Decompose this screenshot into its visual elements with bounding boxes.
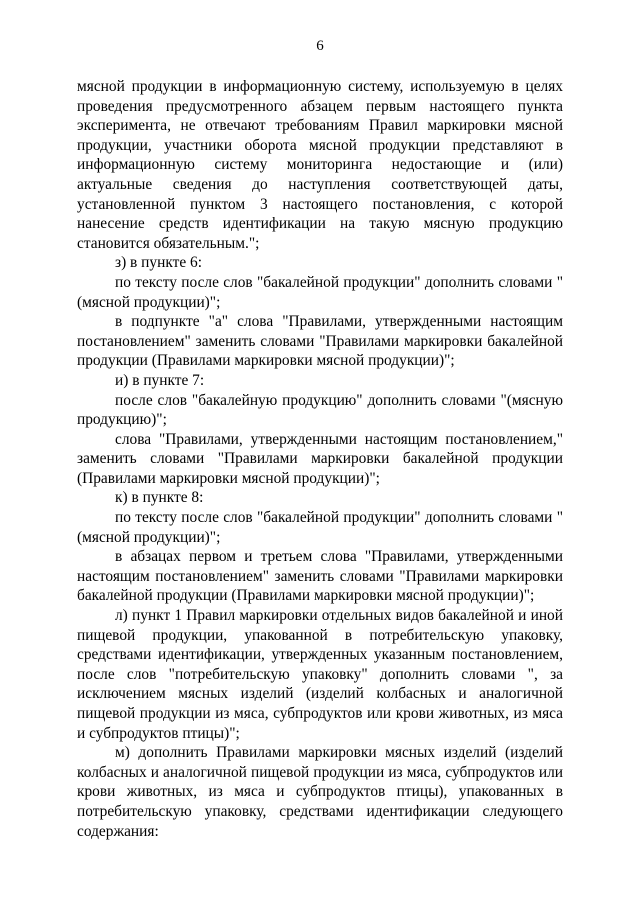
paragraph: по тексту после слов "бакалейной продукции" дополнить словами "(мясной продукции)"; [77,509,563,546]
paragraph: и) в пункте 7: [115,371,205,389]
paragraph: к) в пункте 8: [115,489,204,507]
page-number: 6 [316,38,324,54]
paragraph: по тексту после слов "бакалейной продукции" дополнить словами "(мясной продукции)"; [77,273,563,311]
document-body [77,77,563,841]
paragraph: л) пункт 1 Правил маркировки отдельных видов бакалейной и иной пищевой продукции, упакованной в потребительскую упаковку, средствами идентификации, утвержденных указанным постановлением, после слов "потребительскую упаковку" дополнить словами ", за исключением мясных изделий (изделий колбасных и аналогичной пищевой продукции из мяса, субпродуктов или крови животных, из мяса и субпродуктов птицы)"; [77,607,563,742]
paragraph: м) дополнить Правилами маркировки мясных изделий (изделий колбасных и аналогичной пищевой продукции из мяса, субпродуктов или крови животных, из мяса и субпродуктов птицы), упакованных в потребительскую упаковку, средствами идентификации следующего содержания: [77,744,563,840]
paragraph: после слов "бакалейную продукцию" дополнить словами "(мясную продукцию)"; [77,391,563,429]
paragraph: в абзацах первом и третьем слова "Правилами, утвержденными настоящим постановлением" заменить словами "Правилами маркировки бакалейной продукции (Правилами маркировки мясной продукции)"; [77,548,563,605]
paragraph: слова "Правилами, утвержденными настоящим постановлением," заменить словами "Правилами маркировки бакалейной продукции (Правилами маркировки мясной продукции)"; [77,430,563,487]
paragraph: мясной продукции в информационную систему, используемую в целях проведения предусмотренного абзацем первым настоящего пункта эксперимента, не отвечают требованиям Правил маркировки мясной продукции, участники оборота мясной продукции представляют в информационную систему мониторинга недостающие и (или) актуальные сведения до наступления соответствующей даты, установленной пунктом 3 настоящего постановления, с которой нанесение средств идентификации на такую мясную продукцию становится обязательным."; [77,78,563,252]
paragraph: в подпункте "а" слова "Правилами, утвержденными настоящим постановлением" заменить словами "Правилами маркировки бакалейной продукции (Правилами маркировки мясной продукции)"; [77,313,563,370]
paragraph: з) в пункте 6: [115,254,202,272]
